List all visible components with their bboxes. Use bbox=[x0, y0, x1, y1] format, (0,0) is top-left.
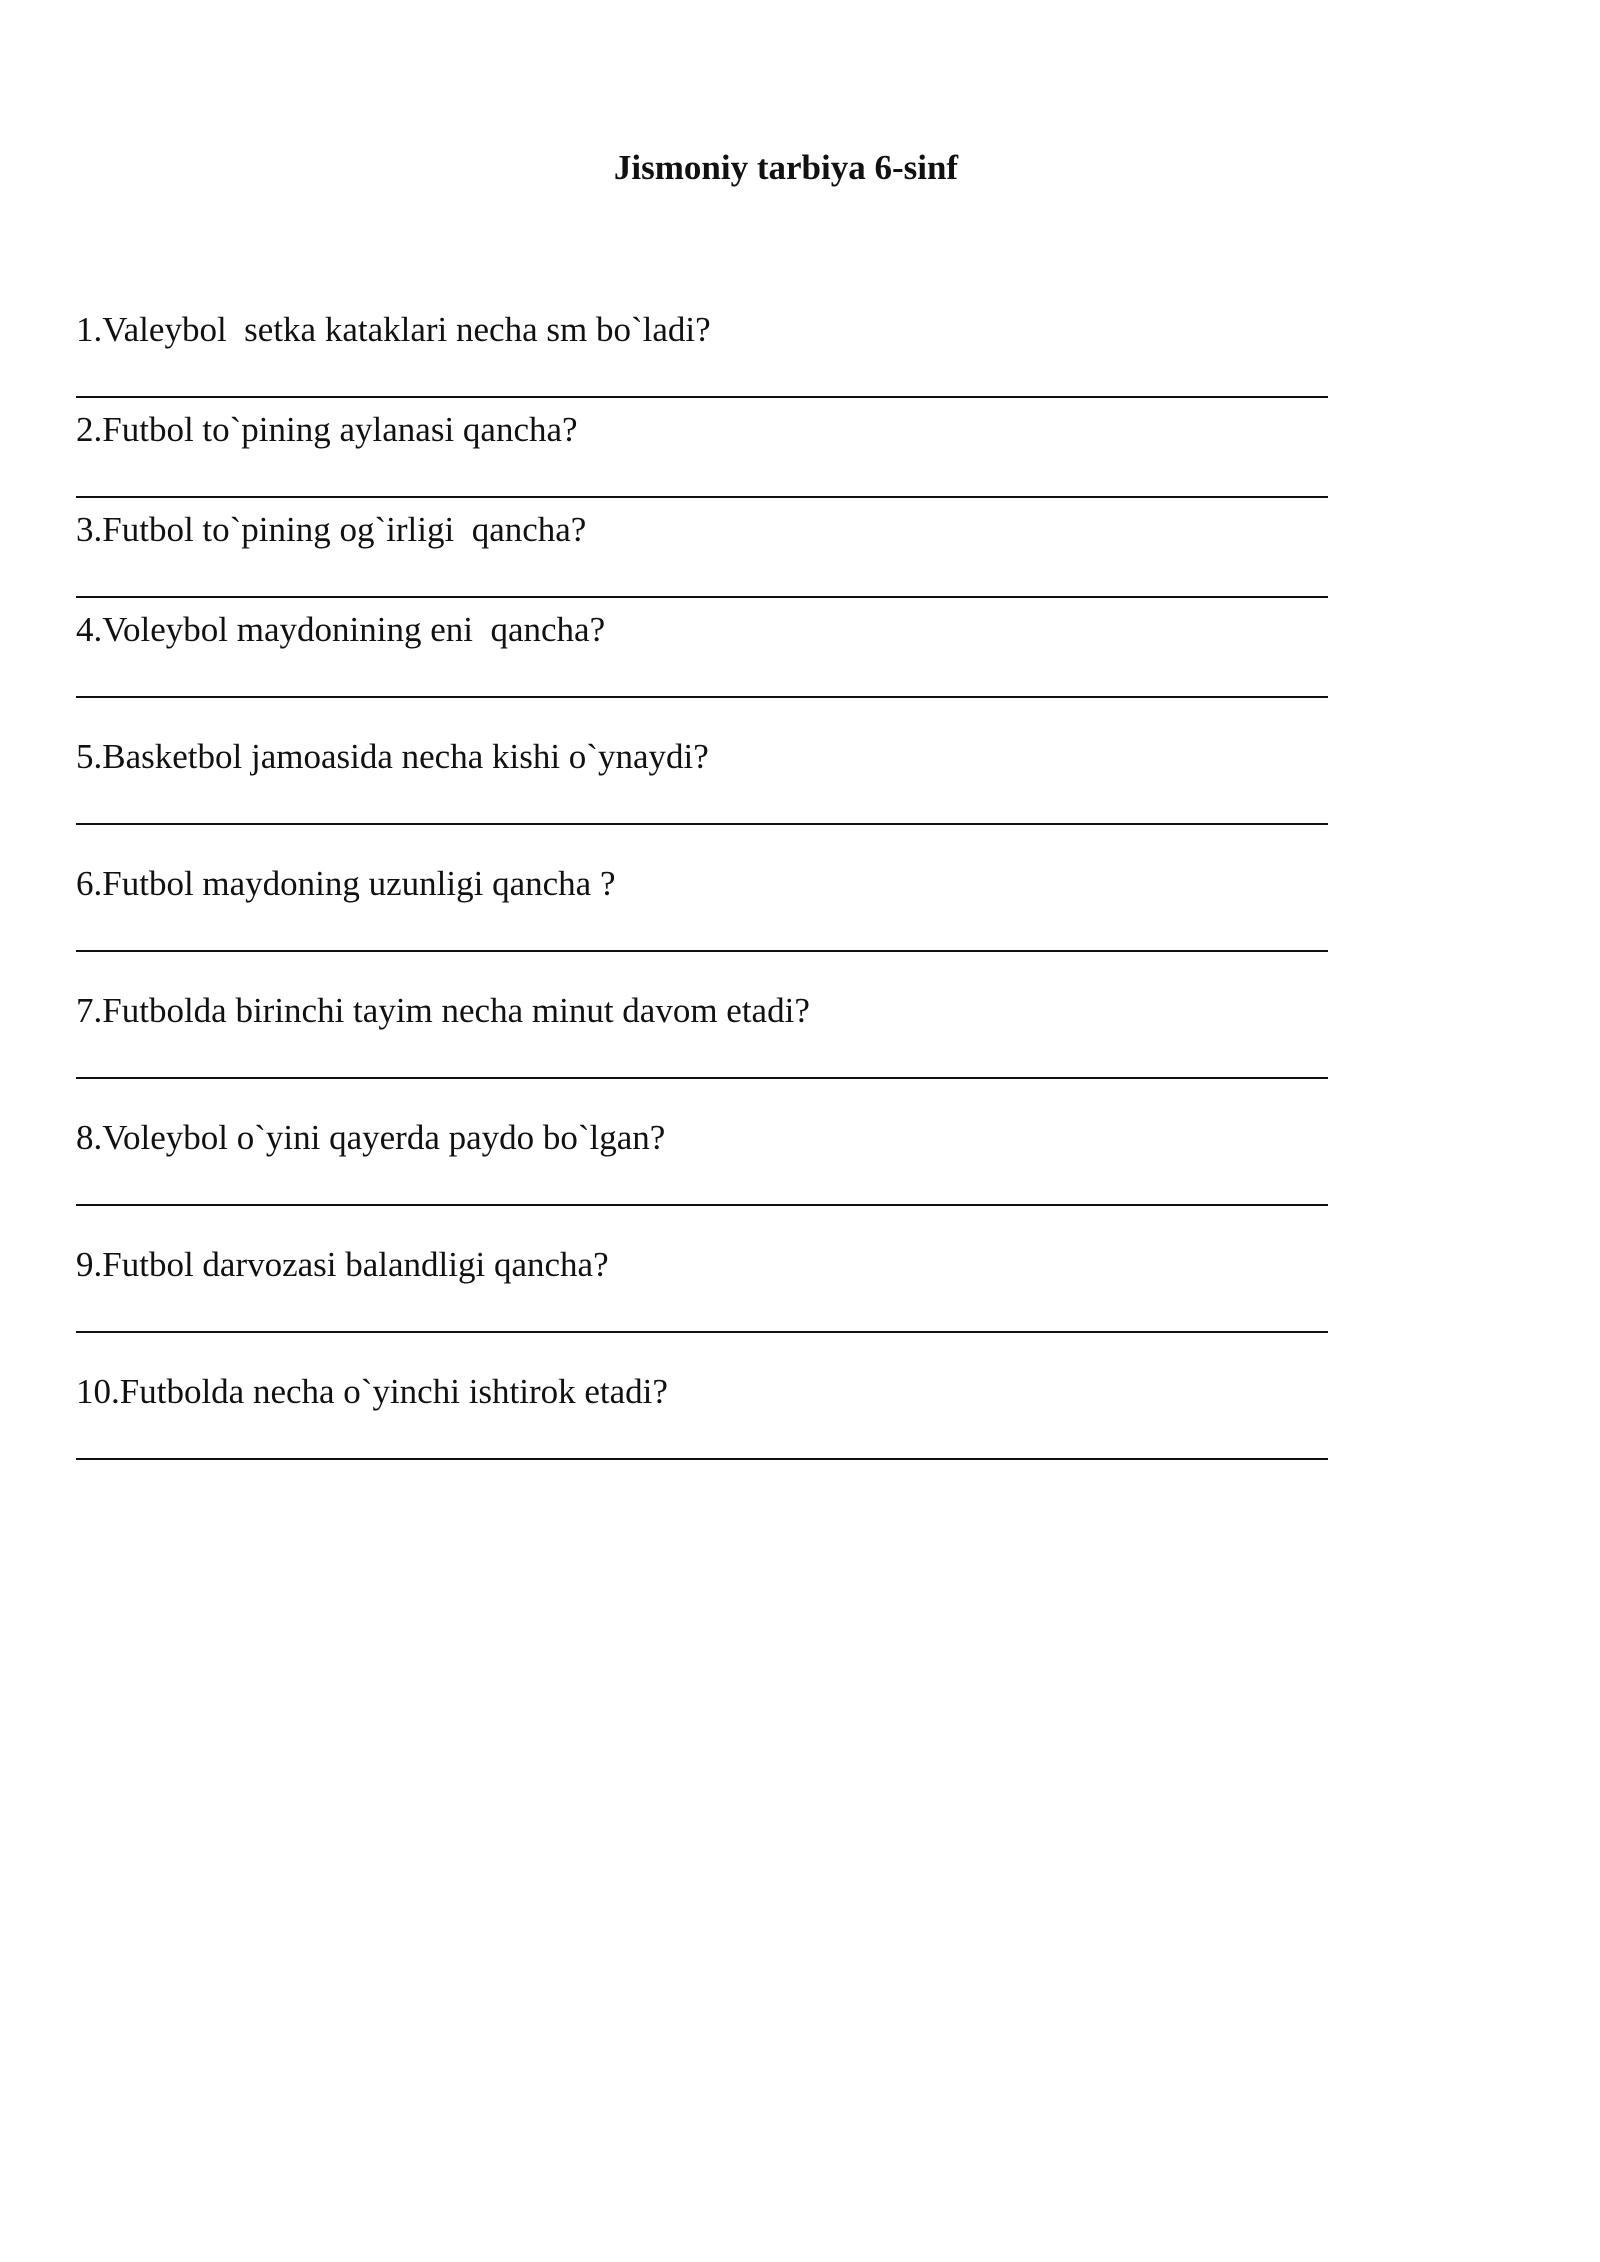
answer-line-2 bbox=[76, 496, 1328, 498]
question-4: 4.Voleybol maydonining eni qancha? bbox=[76, 610, 606, 649]
answer-line-3 bbox=[76, 596, 1328, 598]
answer-line-8 bbox=[76, 1204, 1328, 1206]
answer-line-1 bbox=[76, 396, 1328, 398]
page-title: Jismoniy tarbiya 6-sinf bbox=[613, 148, 959, 187]
answer-line-5 bbox=[76, 823, 1328, 825]
answer-line-6 bbox=[76, 950, 1328, 952]
question-2: 2.Futbol to`pining aylanasi qancha? bbox=[76, 410, 578, 449]
answer-line-10 bbox=[76, 1458, 1328, 1460]
question-3: 3.Futbol to`pining og`irligi qancha? bbox=[76, 510, 587, 549]
question-10: 10.Futbolda necha o`yinchi ishtirok etadi? bbox=[76, 1372, 668, 1411]
question-7: 7.Futbolda birinchi tayim necha minut davom etadi? bbox=[76, 991, 810, 1030]
question-9: 9.Futbol darvozasi balandligi qancha? bbox=[76, 1245, 609, 1284]
answer-line-4 bbox=[76, 696, 1328, 698]
question-5: 5.Basketbol jamoasida necha kishi o`ynaydi? bbox=[76, 737, 709, 776]
answer-line-9 bbox=[76, 1331, 1328, 1333]
question-8: 8.Voleybol o`yini qayerda paydo bo`lgan? bbox=[76, 1118, 666, 1157]
answer-line-7 bbox=[76, 1077, 1328, 1079]
question-6: 6.Futbol maydoning uzunligi qancha ? bbox=[76, 864, 616, 903]
question-1: 1.Valeybol setka kataklari necha sm bo`ladi? bbox=[76, 310, 711, 349]
